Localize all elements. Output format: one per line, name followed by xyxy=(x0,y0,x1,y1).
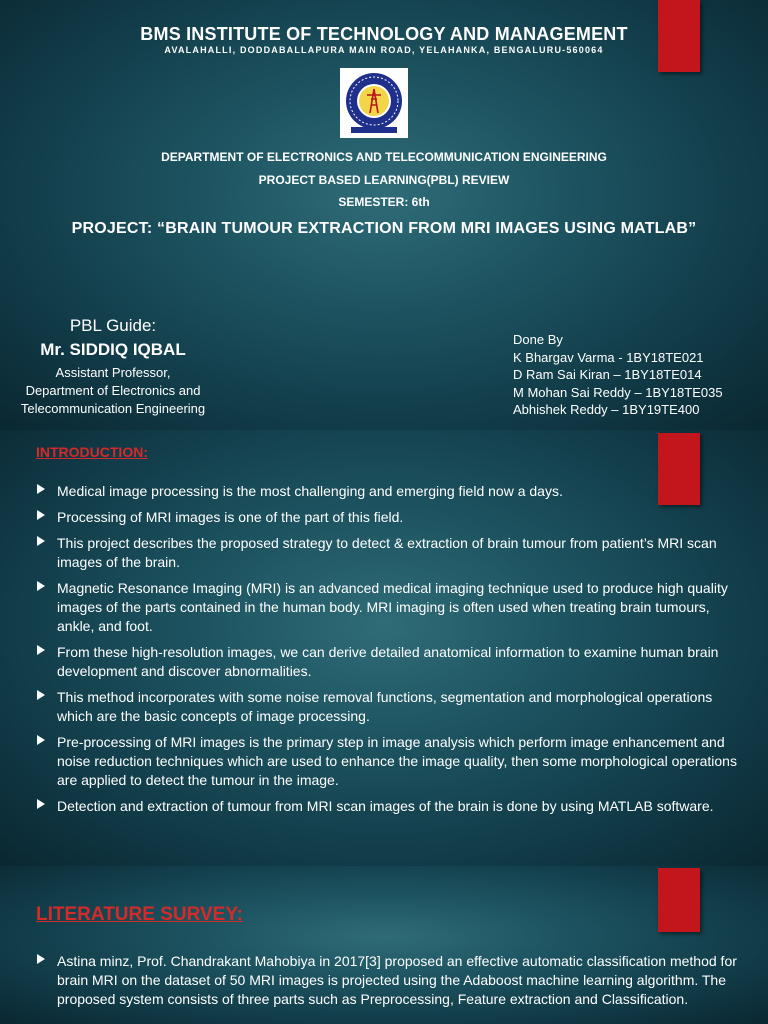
list-item xyxy=(36,688,748,726)
bullet-arrow-icon xyxy=(37,799,45,809)
section-title: INTRODUCTION: xyxy=(36,444,148,460)
guide-label: PBL Guide: xyxy=(69,316,157,335)
guide-block xyxy=(0,316,226,418)
literature-survey-slide xyxy=(0,866,768,1024)
bullet-text: Astina minz, Prof. Chandrakant Mahobiya in 2017[3] proposed an effective automatic classification method for brain MRI on the dataset of 50 MRI images is projected using the Adaboost machine learning algorithm. The proposed system consists of three parts such as Preprocessing, Feature extraction and Classification. xyxy=(57,953,737,1007)
bullet-text: This method incorporates with some noise removal functions, segmentation and morphological operations which are the basic concepts of image processing. xyxy=(57,689,713,724)
guide-name: Mr. SIDDIQ IQBAL xyxy=(40,340,186,359)
bullet-arrow-icon xyxy=(37,484,45,494)
list-item xyxy=(36,643,748,681)
team-member: Abhishek Reddy – 1BY19TE400 xyxy=(513,402,700,417)
bullet-arrow-icon xyxy=(37,581,45,591)
bullet-list xyxy=(36,952,748,1016)
bullet-text: Magnetic Resonance Imaging (MRI) is an advanced medical imaging technique used to produce high quality images of the parts contained in the human body. MRI imaging is often used when treating brain tumours, ankle, and foot. xyxy=(57,580,728,634)
bullet-text: Medical image processing is the most challenging and emerging field now a days. xyxy=(57,483,563,499)
guide-role-line: Assistant Professor, xyxy=(55,365,171,380)
team-member: D Ram Sai Kiran – 1BY18TE014 xyxy=(513,367,702,382)
guide-role-line: Department of Electronics and xyxy=(25,383,201,398)
list-item xyxy=(36,797,748,816)
review-title: PROJECT BASED LEARNING(PBL) REVIEW xyxy=(258,173,510,187)
bullet-arrow-icon xyxy=(37,690,45,700)
bullet-text: From these high-resolution images, we can derive detailed anatomical information to examine human brain development and discover abnormalities. xyxy=(57,644,719,679)
bullet-arrow-icon xyxy=(37,510,45,520)
institute-address: AVALAHALLI, DODDABALLAPURA MAIN ROAD, YELAHANKA, BENGALURU-560064 xyxy=(164,45,604,55)
college-emblem-icon xyxy=(340,68,408,138)
team-member: K Bhargav Varma - 1BY18TE021 xyxy=(513,349,704,365)
section-title: LITERATURE SURVEY: xyxy=(36,904,243,925)
list-item xyxy=(36,534,748,572)
introduction-slide xyxy=(0,430,768,866)
list-item xyxy=(36,952,748,1009)
bullet-arrow-icon xyxy=(37,645,45,655)
department-name: DEPARTMENT OF ELECTRONICS AND TELECOMMUNICATION ENGINEERING xyxy=(161,150,607,164)
bullet-arrow-icon xyxy=(37,536,45,546)
institute-name: BMS INSTITUTE OF TECHNOLOGY AND MANAGEMENT xyxy=(140,24,628,44)
list-item xyxy=(36,733,748,790)
team-block xyxy=(513,331,723,419)
guide-role-line: Telecommunication Engineering xyxy=(20,401,206,416)
title-slide xyxy=(0,0,768,430)
bullet-text: Processing of MRI images is one of the part of this field. xyxy=(57,509,404,525)
team-member: M Mohan Sai Reddy – 1BY18TE035 xyxy=(513,384,723,400)
bullet-text: Detection and extraction of tumour from MRI scan images of the brain is done by using MATLAB software. xyxy=(57,798,714,814)
semester-label: SEMESTER: 6th xyxy=(338,195,430,209)
bullet-text: This project describes the proposed strategy to detect & extraction of brain tumour from patient’s MRI scan images of the brain. xyxy=(57,535,717,570)
team-label: Done By xyxy=(513,332,563,347)
list-item xyxy=(36,579,748,636)
accent-bar xyxy=(658,868,700,932)
bullet-text: Pre-processing of MRI images is the primary step in image analysis which perform image enhancement and noise reduction techniques which are used to enhance the image quality, then some morphological operations are applied to detect the tumour in the image. xyxy=(57,734,737,788)
list-item xyxy=(36,482,748,501)
guide-role xyxy=(0,364,226,418)
list-item xyxy=(36,508,748,527)
bullet-arrow-icon xyxy=(37,954,45,964)
project-title: PROJECT: “BRAIN TUMOUR EXTRACTION FROM MRI IMAGES USING MATLAB” xyxy=(71,220,697,237)
bullet-arrow-icon xyxy=(37,735,45,745)
bullet-list xyxy=(36,482,748,823)
